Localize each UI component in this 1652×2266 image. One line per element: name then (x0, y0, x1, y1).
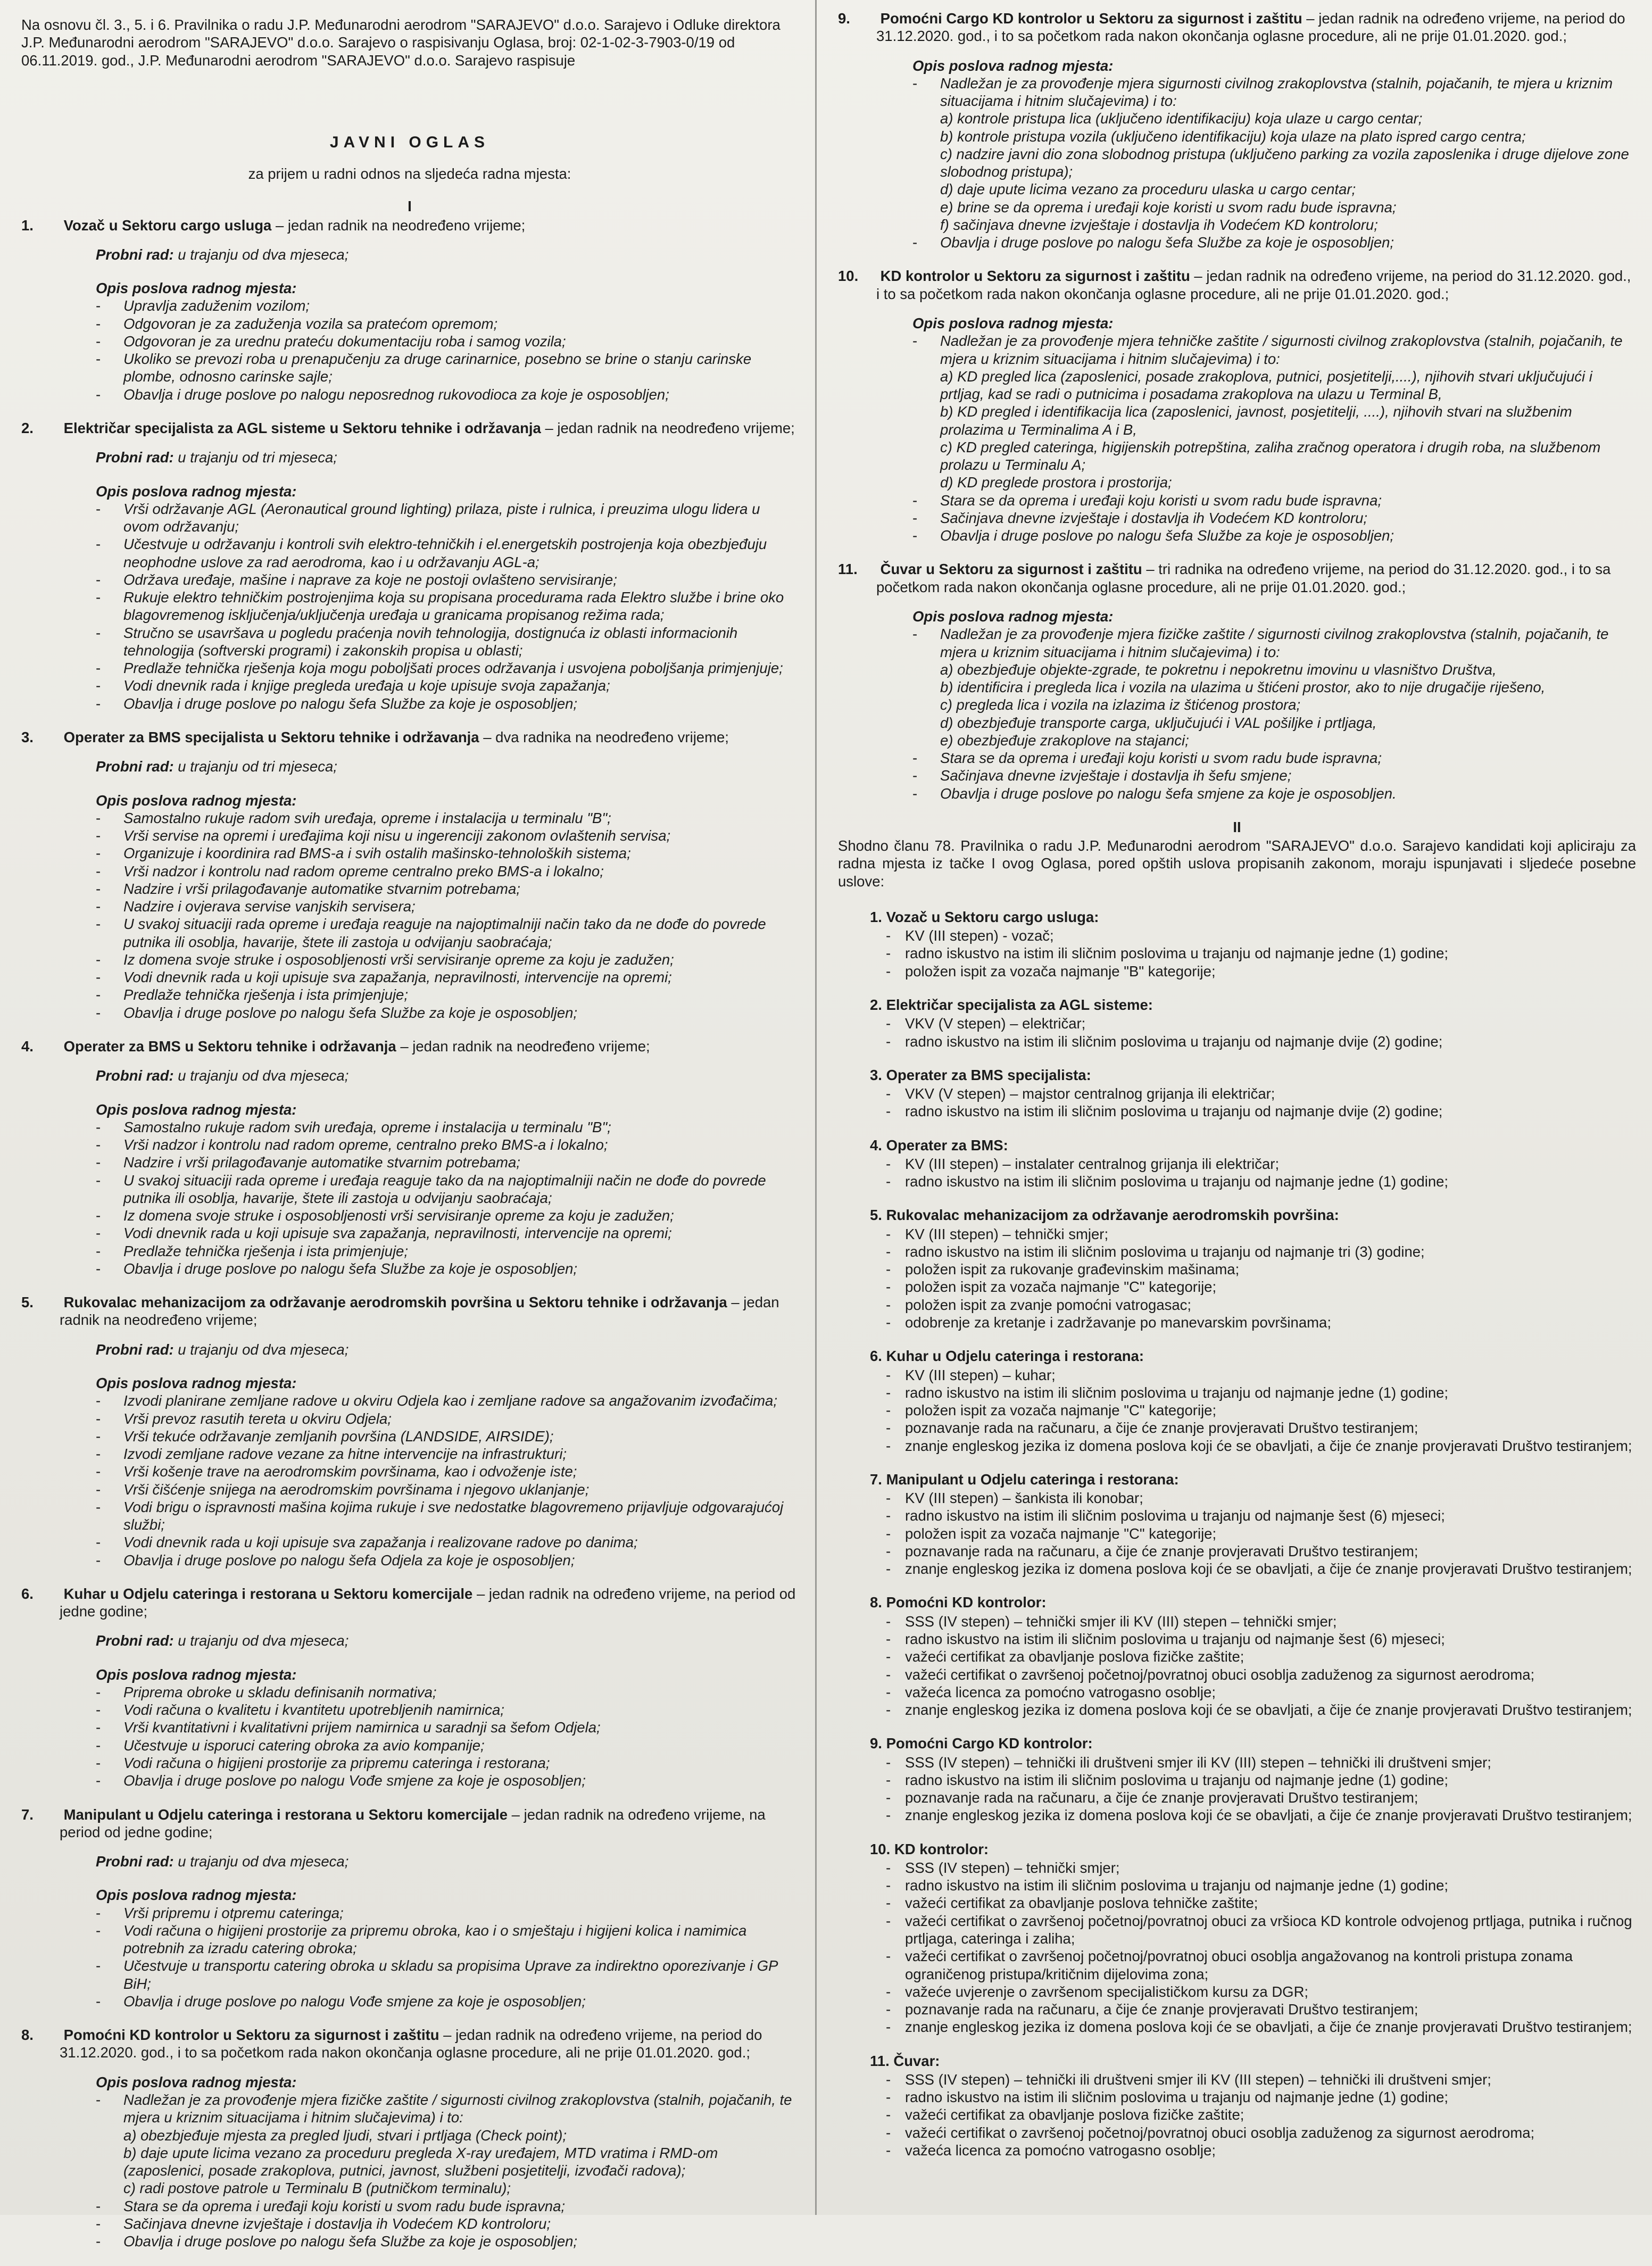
position-heading (21, 217, 798, 234)
requirement-item: - poznavanje rada na računaru, a čije će znanje provjeravati Društvo testiranjem; (886, 1789, 1636, 1806)
trial-period-label: Probni rad: (96, 1067, 174, 1084)
position-heading (21, 1806, 798, 1841)
trial-period-label: Probni rad: (96, 449, 174, 466)
position-terms: – jedan radnik na neodređeno vrijeme; (271, 217, 526, 234)
job-description-label: Opis poslova radnog mjesta: (912, 57, 1114, 74)
duty-item: - U svakoj situaciji rada opreme i uređaja reaguje na najoptimalniji način tako da ne dođe do povrede putnika ili osoblja, havarije, štete ili zastoja u odvijanju saobraćaja; (96, 915, 798, 951)
duty-item: - Predlaže tehnička rješenja i ista primjenjuje; (96, 1242, 798, 1260)
position-heading (838, 267, 1636, 303)
requirement-item: - radno iskustvo na istim ili sličnim poslovima u trajanju od najmanje jedne (1) godine; (886, 1877, 1636, 1894)
requirement-items (886, 1366, 1636, 1455)
duty-item: e) obezbjeđuje zrakoplove na stajanci; (940, 732, 1189, 749)
position-number: 9. (838, 10, 850, 27)
duty-item: - Nadzire i ovjerava servise vanjskih servisera; (96, 898, 798, 915)
trial-period-value: u trajanju od dva mjeseca; (173, 1853, 349, 1870)
requirement-title: 10. KD kontrolor: (870, 1840, 989, 1857)
position-terms: – jedan radnik na neodređeno vrijeme; (60, 1294, 779, 1329)
requirement-item: - KV (III stepen) - vozač; (886, 927, 1636, 944)
position-heading (838, 10, 1636, 45)
requirement-item: - radno iskustvo na istim ili sličnim poslovima u trajanju od najmanje jedne (1) godine; (886, 944, 1636, 962)
job-description (96, 1886, 798, 2010)
requirement-item: - važeći certifikat za obavljanje poslova fizičke zaštite; (886, 1648, 1636, 1665)
requirement-item: - položen ispit za vozača najmanje "C" kategorije; (886, 1401, 1636, 1419)
position-heading (838, 560, 1636, 596)
requirement-item: - radno iskustvo na istim ili sličnim poslovima u trajanju od najmanje šest (6) mjeseci; (886, 1630, 1636, 1648)
duty-item: - Vodi dnevnik rada u koji upisuje sva zapažanja, nepravilnosti, intervencije na opremi; (96, 968, 798, 986)
duty-item: - Obavlja i druge poslove po nalogu šefa smjene za koje je osposobljen. (912, 785, 1636, 802)
job-description (912, 314, 1636, 544)
duty-item: - Obavlja i druge poslove po nalogu šefa Službe za koje je osposobljen; (912, 527, 1636, 544)
job-description-label: Opis poslova radnog mjesta: (96, 1887, 297, 1904)
trial-period-label: Probni rad: (96, 758, 174, 775)
requirement-item: - VKV (V stepen) – majstor centralnog grijanja ili električar; (886, 1085, 1636, 1102)
duty-item: a) KD pregled lica (zaposlenici, posade zrakoplova, putnici, posjetitelji,....), njihovih stvari uključujući i prtljag, kad se radi o putnicima i posadama zrakoplova na ulazu u Terminal B, (940, 368, 1592, 403)
requirement-item: - položen ispit za zvanje pomoćni vatrogasac; (886, 1296, 1636, 1314)
positions-list-left (21, 217, 798, 2251)
requirement-item: - odobrenje za kretanje i zadržavanje po manevarskim površinama; (886, 1314, 1636, 1331)
position-title: Kuhar u Odjelu cateringa i restorana u Sektoru komercijale (63, 1585, 473, 1602)
duty-item: e) brine se da oprema i uređaji koje koristi u svom radu bude ispravna; (940, 198, 1397, 215)
duty-item: d) daje upute licima vezano za proceduru ulaska u cargo centar; (940, 181, 1356, 198)
duty-item: - Obavlja i druge poslove po nalogu šefa Službe za koje je osposobljen; (96, 2232, 798, 2250)
position-block (21, 1806, 798, 2011)
job-description (96, 1666, 798, 1790)
requirement-item: - znanje engleskog jezika iz domena poslova koji će se obavljati, a čije će znanje provjeravati Društvo testiranjem; (886, 1560, 1636, 1578)
requirement-item: - radno iskustvo na istim ili sličnim poslovima u trajanju od najmanje dvije (2) godine; (886, 1102, 1636, 1120)
requirement-title: 9. Pomoćni Cargo KD kontrolor: (870, 1735, 1093, 1752)
trial-period-value: u trajanju od dva mjeseca; (173, 246, 349, 263)
job-description (96, 483, 798, 712)
requirement-item: - SSS (IV stepen) – tehnički ili društveni smjer ili KV (III) stepen – tehnički ili društveni smjer; (886, 1754, 1636, 1771)
duty-item: - Vrši nadzor i kontrolu nad radom opreme, centralno preko BMS-a i lokalno; (96, 1136, 798, 1153)
job-description-label: Opis poslova radnog mjesta: (96, 792, 297, 809)
requirement-item: - važeći certifikat za obavljanje poslova tehničke zaštite; (886, 1894, 1636, 1912)
requirement-item: - važeći certifikat o završenoj početnoj/povratnoj obuci za vršioca KD kontrole odvojenog prtljaga, putnika i ručnog prtljaga, cateringa i zaliha; (886, 1912, 1636, 1948)
duty-item: - Vrši nadzor i kontrolu nad radom opreme centralno preko BMS-a i lokalno; (96, 862, 798, 880)
trial-period-value: u trajanju od tri mjeseca; (173, 758, 337, 775)
position-number: 1. (21, 217, 34, 234)
requirement-title: 5. Rukovalac mehanizacijom za održavanje aerodromskih površina: (870, 1207, 1339, 1224)
requirement-item: - SSS (IV stepen) – tehnički ili društveni smjer ili KV (III stepen) – tehnički ili društveni smjer; (886, 2071, 1636, 2088)
duty-item: - Upravlja zaduženim vozilom; (96, 297, 798, 314)
duty-item: - Rukuje elektro tehničkim postrojenjima koja su propisana procedurama rada Elektro službe i brine oko blagovremenog isključenja/uključenja uređaja u granicama propisanog režima rada; (96, 588, 798, 624)
duty-item: - Vrši tekuće održavanje zemljanih površina (LANDSIDE, AIRSIDE); (96, 1427, 798, 1445)
requirement-item: - važeća licenca za pomoćno vatrogasno osoblje; (886, 2142, 1636, 2159)
duty-item: - Organizuje i koordinira rad BMS-a i svih ostalih mašinsko-tehnoloških sistema; (96, 844, 798, 862)
requirement-block (870, 996, 1636, 1050)
position-block (838, 560, 1636, 802)
duty-item: - Iz domena svoje struke i osposobljenosti vrši servisiranje opreme za koju je zadužen; (96, 951, 798, 968)
duty-item: - Nadležan je za provođenje mjera tehničke zaštite / sigurnosti civilnog zrakoplovstva (stalnih, pojačanih, te mjera u kriznim situacijama i hitnim slučajevima) i to: (912, 332, 1636, 368)
job-description (912, 57, 1636, 252)
requirement-item: - položen ispit za vozača najmanje "B" kategorije; (886, 962, 1636, 980)
duty-item: - Obavlja i druge poslove po nalogu neposrednog rukovodioca za koje je osposobljen; (96, 386, 798, 403)
position-title: Pomoćni Cargo KD kontrolor u Sektoru za sigurnost i zaštitu (880, 10, 1302, 27)
position-heading (21, 2026, 798, 2062)
requirement-block (870, 1066, 1636, 1120)
duty-item: - Priprema obroke u skladu definisanih normativa; (96, 1683, 798, 1701)
duty-item: - Vodi računa o higijeni prostorije za pripremu cateringa i restorana; (96, 1754, 798, 1772)
requirement-items (886, 1754, 1636, 1824)
position-terms: – jedan radnik na određeno vrijeme, na period do 31.12.2020. god., i to sa početkom rada nakon okončanja oglasne procedure, ali ne prije 01.01.2020. god.; (876, 268, 1631, 302)
requirement-item: - važeći certifikat o završenoj početnoj/povratnoj obuci osoblja zaduženog za sigurnost aerodroma; (886, 2124, 1636, 2142)
duty-item: - Učestvuje u isporuci catering obroka za avio kompanije; (96, 1737, 798, 1754)
position-number: 6. (21, 1585, 34, 1602)
duty-item: - Izvodi zemljane radove vezane za hitne intervencije na infrastrukturi; (96, 1445, 798, 1463)
position-terms: – jedan radnik na određeno vrijeme, na period do 31.12.2020. god., i to sa početkom rada nakon okončanja oglasne procedure, ali ne prije 01.01.2020. god.; (60, 2027, 762, 2061)
requirement-item: - SSS (IV stepen) – tehnički smjer ili KV (III) stepen – tehnički smjer; (886, 1613, 1636, 1630)
duty-item: - Nadzire i vrši prilagođavanje automatike stvarnim potrebama; (96, 1153, 798, 1171)
trial-period (96, 758, 798, 775)
duty-item: - Iz domena svoje struke i osposobljenosti vrši servisiranje opreme za koju je zadužen; (96, 1207, 798, 1224)
requirement-item: - VKV (V stepen) – električar; (886, 1015, 1636, 1032)
duty-item: a) obezbjeđuje objekte-zgrade, te pokretnu i nepokretnu imovinu u vlasništvo Društva, (940, 661, 1497, 678)
duty-item: - Učestvuje u održavanju i kontroli svih elektro-tehničkih i el.energetskih postrojenja koja obezbjeđuju neophodne uslove za rad aerodroma, kao i u održavanju AGL-a; (96, 535, 798, 571)
requirement-item: - radno iskustvo na istim ili sličnim poslovima u trajanju od najmanje jedne (1) godine; (886, 2088, 1636, 2106)
requirement-item: - radno iskustvo na istim ili sličnim poslovima u trajanju od najmanje tri (3) godine; (886, 1243, 1636, 1260)
requirement-title: 1. Vozač u Sektoru cargo usluga: (870, 908, 1099, 925)
requirement-block (870, 908, 1636, 980)
duty-item: c) radi postove patrole u Terminalu B (putničkom terminalu); (123, 2180, 511, 2197)
position-heading (21, 1585, 798, 1621)
requirement-items (886, 1225, 1636, 1332)
requirement-title: 4. Operater za BMS: (870, 1136, 1008, 1153)
trial-period (96, 1632, 798, 1649)
duty-item: a) obezbjeđuje mjesta za pregled ljudi, stvari i prtljaga (Check point); (123, 2127, 567, 2144)
position-block (838, 267, 1636, 544)
job-description-label: Opis poslova radnog mjesta: (96, 2073, 297, 2090)
position-block (21, 1037, 798, 1277)
duty-item: - Vodi računa o kvalitetu i kvantitetu upotrebljenih namirnica; (96, 1701, 798, 1719)
requirement-item: - radno iskustvo na istim ili sličnim poslovima u trajanju od najmanje šest (6) mjeseci; (886, 1507, 1636, 1524)
duty-item: - Obavlja i druge poslove po nalogu šefa Službe za koje je osposobljen; (96, 1004, 798, 1022)
duties-list (912, 332, 1636, 544)
duty-item: - Obavlja i druge poslove po nalogu šefa Službe za koje je osposobljen; (912, 234, 1636, 251)
duties-list (96, 1118, 798, 1277)
duties-list (96, 500, 798, 712)
duty-item: - Nadzire i vrši prilagođavanje automatike stvarnim potrebama; (96, 880, 798, 898)
duty-item: - Vrši pripremu i otpremu cateringa; (96, 1904, 798, 1922)
position-title: Operater za BMS u Sektoru tehnike i održavanja (63, 1037, 396, 1055)
job-description (912, 608, 1636, 802)
requirement-block (870, 1136, 1636, 1191)
duties-list (912, 625, 1636, 802)
requirement-items (886, 927, 1636, 980)
position-block (21, 217, 798, 403)
duty-item: - Vodi dnevnik rada u koji upisuje sva zapažanja, nepravilnosti, intervencije na opremi; (96, 1224, 798, 1242)
job-description-label: Opis poslova radnog mjesta: (96, 1666, 297, 1683)
left-column (21, 16, 798, 2266)
requirement-items (886, 1085, 1636, 1120)
duty-item: - Obavlja i druge poslove po nalogu Vođe smjene za koje je osposobljen; (96, 1772, 798, 1789)
position-number: 11. (838, 561, 858, 578)
requirement-item: - položen ispit za rukovanje građevinskim mašinama; (886, 1260, 1636, 1278)
position-title: Operater za BMS specijalista u Sektoru tehnike i održavanja (63, 729, 479, 745)
section-1-heading: I (408, 198, 412, 215)
requirement-block (870, 1347, 1636, 1455)
requirement-items (886, 1859, 1636, 2036)
position-terms: – dva radnika na neodređeno vrijeme; (479, 729, 729, 745)
duty-item: - Sačinjava dnevne izvještaje i dostavlja ih šefu smjene; (912, 767, 1636, 784)
position-number: 8. (21, 2027, 34, 2044)
trial-period-label: Probni rad: (96, 1341, 174, 1358)
requirement-title: 3. Operater za BMS specijalista: (870, 1066, 1091, 1083)
trial-period (96, 246, 798, 263)
requirement-item: - znanje engleskog jezika iz domena poslova koji će se obavljati, a čije će znanje provjeravati Društvo testiranjem; (886, 1437, 1636, 1455)
duty-item: - Izvodi planirane zemljane radove u okviru Odjela kao i zemljane radove sa angažovanim izvođačima; (96, 1392, 798, 1409)
requirement-item: - radno iskustvo na istim ili sličnim poslovima u trajanju od najmanje jedne (1) godine; (886, 1173, 1636, 1190)
requirement-item: - poznavanje rada na računaru, a čije će znanje provjeravati Društvo testiranjem; (886, 1419, 1636, 1437)
position-block (21, 728, 798, 1022)
intro-paragraph: Na osnovu čl. 3., 5. i 6. Pravilnika o radu J.P. Međunarodni aerodrom "SARAJEVO" d.o.o. Sarajevo i Odluke direktora J.P. Međunarodni aerodrom "SARAJEVO" d.o.o. Sarajevo o raspisivanju Oglasa, broj: 02-1-02-3-7903-0/19 od 06.11.2019. god., J.P. Međunarodni aerodrom "SARAJEVO" d.o.o. Sarajevo raspisuje (21, 16, 781, 69)
duty-item: - Vrši održavanje AGL (Aeronautical ground lighting) prilaza, piste i rulnica, i preuzima ulogu lidera u ovom održavanju; (96, 500, 798, 536)
requirement-item: - važeći certifikat za obavljanje poslova fizičke zaštite; (886, 2106, 1636, 2123)
requirement-block (870, 1471, 1636, 1578)
trial-period-value: u trajanju od tri mjeseca; (173, 449, 337, 466)
position-heading (21, 1293, 798, 1329)
requirement-item: - radno iskustvo na istim ili sličnim poslovima u trajanju od najmanje jedne (1) godine; (886, 1384, 1636, 1401)
position-number: 2. (21, 420, 34, 437)
duty-item: - Vodi brigu o ispravnosti mašina kojima rukuje i sve nedostatke blagovremeno prijavljuje odgovarajućoj službi; (96, 1498, 798, 1534)
duties-list (96, 1904, 798, 2011)
position-terms: – jedan radnik na neodređeno vrijeme; (396, 1037, 650, 1055)
trial-period-value: u trajanju od dva mjeseca; (173, 1341, 349, 1358)
position-terms: – tri radnika na određeno vrijeme, na period do 31.12.2020. god., i to sa početkom rada nakon okončanja oglasne procedure, ali ne prije 01.01.2020. god.; (876, 561, 1611, 595)
requirement-item: - radno iskustvo na istim ili sličnim poslovima u trajanju od najmanje jedne (1) godine; (886, 1771, 1636, 1789)
duty-item: - U svakoj situaciji rada opreme i uređaja reaguje tako da na najoptimalniji način ne dođe do povrede putnika ili osoblja, havarije, štete ili zastoja u odvijanju saobraćaja; (96, 1172, 798, 1207)
position-title: Električar specijalista za AGL sisteme u Sektoru tehnike i održavanja (63, 420, 541, 437)
duties-list (96, 1683, 798, 1790)
requirement-item: - znanje engleskog jezika iz domena poslova koji će se obavljati, a čije će znanje provjeravati Društvo testiranjem; (886, 2018, 1636, 2036)
job-description (96, 2073, 798, 2251)
requirement-block (870, 1840, 1636, 2036)
job-description (96, 279, 798, 403)
column-divider (815, 0, 817, 2215)
position-number: 4. (21, 1037, 34, 1055)
duties-list (96, 1392, 798, 1569)
duty-item: d) KD preglede prostora i prostorija; (940, 474, 1172, 491)
duties-list (96, 809, 798, 1022)
requirement-item: - znanje engleskog jezika iz domena poslova koji će se obavljati, a čije će znanje provjeravati Društvo testiranjem; (886, 1701, 1636, 1719)
trial-period-label: Probni rad: (96, 1853, 174, 1870)
job-description-label: Opis poslova radnog mjesta: (96, 280, 297, 297)
position-title: KD kontrolor u Sektoru za sigurnost i zaštitu (880, 268, 1190, 285)
duty-item: - Sačinjava dnevne izvještaje i dostavlja ih Vodećem KD kontroloru; (912, 509, 1636, 527)
duty-item: - Samostalno rukuje radom svih uređaja, opreme i instalacija u terminalu "B"; (96, 1118, 798, 1136)
requirement-item: - KV (III stepen) – kuhar; (886, 1366, 1636, 1384)
duty-item: - Obavlja i druge poslove po nalogu šefa Odjela za koje je osposobljen; (96, 1551, 798, 1569)
position-block (21, 419, 798, 712)
duty-item: b) identificira i pregleda lica i vozila na ulazima u štićeni prostor, ako to nije drugačije riješeno, (940, 679, 1546, 696)
duty-item: - Odgovoran je za urednu prateću dokumentaciju roba i samog vozila; (96, 333, 798, 350)
position-title: Pomoćni KD kontrolor u Sektoru za sigurnost i zaštitu (63, 2027, 439, 2044)
requirement-title: 2. Električar specijalista za AGL sisteme: (870, 997, 1153, 1014)
position-number: 7. (21, 1806, 34, 1823)
requirement-title: 7. Manipulant u Odjelu cateringa i restorana: (870, 1471, 1179, 1488)
requirement-items (886, 2071, 1636, 2159)
duty-item: b) kontrole pristupa vozila (uključeno identifikaciju) koja ulaze na plato ispred cargo centra; (940, 128, 1526, 145)
position-title: Čuvar u Sektoru za sigurnost i zaštitu (880, 561, 1142, 578)
position-terms: – jedan radnik na određeno vrijeme, na period od jedne godine; (60, 1585, 796, 1620)
requirement-block (870, 2052, 1636, 2160)
requirement-title: 6. Kuhar u Odjelu cateringa i restorana: (870, 1348, 1144, 1365)
duty-item: - Stara se da oprema i uređaji koju koristi u svom radu bude ispravna; (96, 2197, 798, 2215)
job-description (96, 1101, 798, 1278)
job-description-label: Opis poslova radnog mjesta: (96, 1101, 297, 1118)
duty-item: - Obavlja i druge poslove po nalogu šefa Službe za koje je osposobljen; (96, 695, 798, 712)
requirement-item: - važeći certifikat o završenoj početnoj/povratnoj obuci osoblja angažovanog na kontroli pristupa zonama ograničenog pristupa/kritičnim dijelovima zona; (886, 1947, 1636, 1983)
duty-item: f) sačinjava dnevne izvještaje i dostavlja ih Vodećem KD kontroloru; (940, 216, 1378, 233)
requirement-item: - važeći certifikat o završenoj početnoj/povratnoj obuci osoblja zaduženog za sigurnost aerodroma; (886, 1666, 1636, 1683)
requirement-item: - položen ispit za vozača najmanje "C" kategorije; (886, 1525, 1636, 1542)
duty-item: - Vrši košenje trave na aerodromskim površinama, kao i odvoženje iste; (96, 1463, 798, 1480)
job-description-label: Opis poslova radnog mjesta: (912, 314, 1114, 331)
requirement-block (870, 1734, 1636, 1824)
duty-item: - Sačinjava dnevne izvještaje i dostavlja ih Vodećem KD kontroloru; (96, 2215, 798, 2232)
duties-list (96, 297, 798, 403)
job-description-label: Opis poslova radnog mjesta: (96, 483, 297, 500)
requirement-item: - KV (III stepen) – tehnički smjer; (886, 1225, 1636, 1243)
requirement-block (870, 1593, 1636, 1719)
duty-item: - Stručno se usavršava u pogledu praćenja novih tehnologija, dostignuća iz oblasti informacionih tehnologija (softverski programi) i zakonskih propisa u oblasti; (96, 624, 798, 660)
requirement-items (886, 1489, 1636, 1578)
duty-item: - Vrši kvantitativni i kvalitativni prijem namirnica u saradnji sa šefom Odjela; (96, 1719, 798, 1736)
duty-item: b) KD pregled i identifikacija lica (zaposlenici, javnost, posjetitelji, ....), njihovih stvari na službenim prolazima u Terminalima A i B, (940, 403, 1572, 438)
right-column (838, 10, 1636, 2175)
duty-item: - Odgovoran je za zaduženja vozila sa pratećom opremom; (96, 315, 798, 333)
requirement-item: - znanje engleskog jezika iz domena poslova koji će se obavljati, a čije će znanje provjeravati Društvo testiranjem; (886, 1806, 1636, 1824)
position-title: Rukovalac mehanizacijom za održavanje aerodromskih površina u Sektoru tehnike i održavanja (63, 1294, 727, 1311)
duty-item: - Učestvuje u transportu catering obroka u skladu sa propisima Uprave za indirektno oporezivanje i GP BiH; (96, 1957, 798, 1993)
trial-period (96, 1853, 798, 1870)
duty-item: a) kontrole pristupa lica (uključeno identifikaciju) koja ulaze u cargo centar; (940, 110, 1423, 127)
duty-item: - Vodi računa o higijeni prostorije za pripremu obroka, kao i o smještaju i higijeni kolica i namimica potrebnih za izradu catering obroka; (96, 1922, 798, 1957)
duty-item: - Vrši prevoz rasutih tereta u okviru Odjela; (96, 1410, 798, 1427)
position-terms: – jedan radnik na određeno vrijeme, na period do 31.12.2020. god., i to sa početkom rada nakon okončanja oglasne procedure, ali ne prije 01.01.2020. god.; (876, 10, 1625, 45)
requirement-item: - važeće uvjerenje o završenom specijalističkom kursu za DGR; (886, 1983, 1636, 2001)
document-title: JAVNI OGLAS (329, 133, 490, 151)
position-number: 5. (21, 1294, 34, 1311)
requirement-item: - poznavanje rada na računaru, a čije će znanje provjeravati Društvo testiranjem; (886, 1542, 1636, 1560)
duties-list (912, 74, 1636, 252)
position-heading (21, 728, 798, 746)
section-2-intro: Shodno članu 78. Pravilnika o radu J.P. Međunarodni aerodrom "SARAJEVO" d.o.o. Sarajevo kandidati koji apliciraju za radna mjesta iz tačke I ovog Oglasa, pored opštih uslova propisanih zakonom, moraju ispunjavati i sljedeće posebne uslove: (838, 837, 1636, 890)
duty-item: - Vrši servise na opremi i uređajima koji nisu u ingerenciji zakonom ovlaštenih servisa; (96, 827, 798, 844)
requirement-title: 8. Pomoćni KD kontrolor: (870, 1594, 1047, 1611)
duties-list (96, 2091, 798, 2250)
duty-item: - Ukoliko se prevozi roba u prenapučenju za druge carinarnice, posebno se brine o stanju carinske plombe, odnosno carinske sajle; (96, 350, 798, 386)
position-block (838, 10, 1636, 251)
position-heading (21, 419, 798, 437)
requirement-item: - važeća licenca za pomoćno vatrogasno osoblje; (886, 1683, 1636, 1701)
trial-period-label: Probni rad: (96, 246, 174, 263)
section-2-heading: II (1233, 818, 1241, 835)
duty-item: c) nadzire javni dio zona slobodnog pristupa (uključeno parking za vozila zaposlenika i druge dijelove zone slobodnog pristupa); (940, 145, 1629, 180)
duty-item: c) KD pregled cateringa, higijenskih potrepština, zaliha zračnog operatora i drugih roba, na službenom prolazu u Terminalu A; (940, 438, 1601, 474)
requirement-item: - SSS (IV stepen) – tehnički smjer; (886, 1859, 1636, 1877)
duty-item: - Predlaže tehnička rješenja i ista primjenjuje; (96, 986, 798, 1003)
duty-item: - Nadležan je za provođenje mjera fizičke zaštite / sigurnosti civilnog zrakoplovstva (stalnih, pojačanih, te mjera u kriznim situacijama i hitnim slučajevima) i to: (96, 2091, 798, 2127)
position-block (21, 1293, 798, 1569)
position-title: Manipulant u Odjelu cateringa i restorana u Sektoru komercijale (63, 1806, 508, 1823)
position-terms: – jedan radnik na određeno vrijeme, na period od jedne godine; (60, 1806, 766, 1840)
trial-period (96, 1341, 798, 1358)
job-description-label: Opis poslova radnog mjesta: (912, 608, 1114, 625)
job-description (96, 792, 798, 1022)
duty-item: - Nadležan je za provođenje mjera fizičke zaštite / sigurnosti civilnog zrakoplovstva (stalnih, pojačanih, te mjera u kriznim situacijama i hitnim slučajevima) i to: (912, 625, 1636, 661)
requirement-title: 11. Čuvar: (870, 2052, 940, 2069)
duty-item: - Obavlja i druge poslove po nalogu šefa Službe za koje je osposobljen; (96, 1260, 798, 1277)
duty-item: - Stara se da oprema i uređaji koju koristi u svom radu bude ispravna; (912, 492, 1636, 509)
position-block (21, 2026, 798, 2250)
duty-item: b) daje upute licima vezano za proceduru pregleda X-ray uređajem, MTD vratima i RMD-om (zaposlenici, posade zrakoplova, putnici, javnost, službeni posjetitelji, izvođači radova); (123, 2144, 718, 2179)
duty-item: - Samostalno rukuje radom svih uređaja, opreme i instalacija u terminalu "B"; (96, 809, 798, 827)
job-description-label: Opis poslova radnog mjesta: (96, 1374, 297, 1391)
requirement-item: - KV (III stepen) – instalater centralnog grijanja ili električar; (886, 1155, 1636, 1173)
duty-item: - Nadležan je za provođenje mjera sigurnosti civilnog zrakoplovstva (stalnih, pojačanih, te mjera u kriznim situacijama i hitnim slučajevima) i to: (912, 74, 1636, 110)
requirement-items (886, 1155, 1636, 1191)
positions-list-right (838, 10, 1636, 802)
requirements-list (838, 908, 1636, 2159)
position-block (21, 1585, 798, 1790)
duty-item: - Vodi dnevnik rada i knjige pregleda uređaja u koje upisuje svoja zapažanja; (96, 677, 798, 694)
duty-item: - Stara se da oprema i uređaji koju koristi u svom radu bude ispravna; (912, 749, 1636, 767)
requirement-block (870, 1206, 1636, 1331)
requirement-items (886, 1015, 1636, 1050)
trial-period-value: u trajanju od dva mjeseca; (173, 1632, 349, 1649)
job-description (96, 1374, 798, 1569)
position-terms: – jedan radnik na neodređeno vrijeme; (541, 420, 795, 437)
position-heading (21, 1037, 798, 1055)
duty-item: - Obavlja i druge poslove po nalogu Vođe smjene za koje je osposobljen; (96, 1993, 798, 2010)
duty-item: - Održava uređaje, mašine i naprave za koje ne postoji ovlašteno servisiranje; (96, 571, 798, 588)
duty-item: c) pregleda lica i vozila na izlazima iz štićenog prostora; (940, 696, 1301, 713)
position-number: 3. (21, 729, 34, 745)
duty-item: - Vrši čišćenje snijega na aerodromskim površinama i njegovo uklanjanje; (96, 1481, 798, 1498)
requirement-item: - radno iskustvo na istim ili sličnim poslovima u trajanju od najmanje dvije (2) godine; (886, 1033, 1636, 1050)
trial-period-label: Probni rad: (96, 1632, 174, 1649)
duty-item: - Predlaže tehnička rješenja koja mogu poboljšati proces održavanja i usvojena poboljšanja primjenjuje; (96, 659, 798, 677)
requirement-items (886, 1613, 1636, 1719)
trial-period (96, 449, 798, 466)
document-subtitle: za prijem u radni odnos na sljedeća radna mjesta: (248, 165, 571, 182)
duty-item: d) obezbjeđuje transporte carga, uključujući i VAL pošiljke i prtljaga, (940, 714, 1377, 731)
duty-item: - Vodi dnevnik rada u koji upisuje sva zapažanja i realizovane radove po danima; (96, 1533, 798, 1551)
position-number: 10. (838, 268, 859, 285)
trial-period-value: u trajanju od dva mjeseca; (173, 1067, 349, 1084)
requirement-item: - KV (III stepen) – šankista ili konobar; (886, 1489, 1636, 1507)
requirement-item: - poznavanje rada na računaru, a čije će znanje provjeravati Društvo testiranjem; (886, 2001, 1636, 2018)
requirement-item: - položen ispit za vozača najmanje "C" kategorije; (886, 1278, 1636, 1296)
trial-period (96, 1067, 798, 1084)
position-title: Vozač u Sektoru cargo usluga (63, 217, 272, 234)
